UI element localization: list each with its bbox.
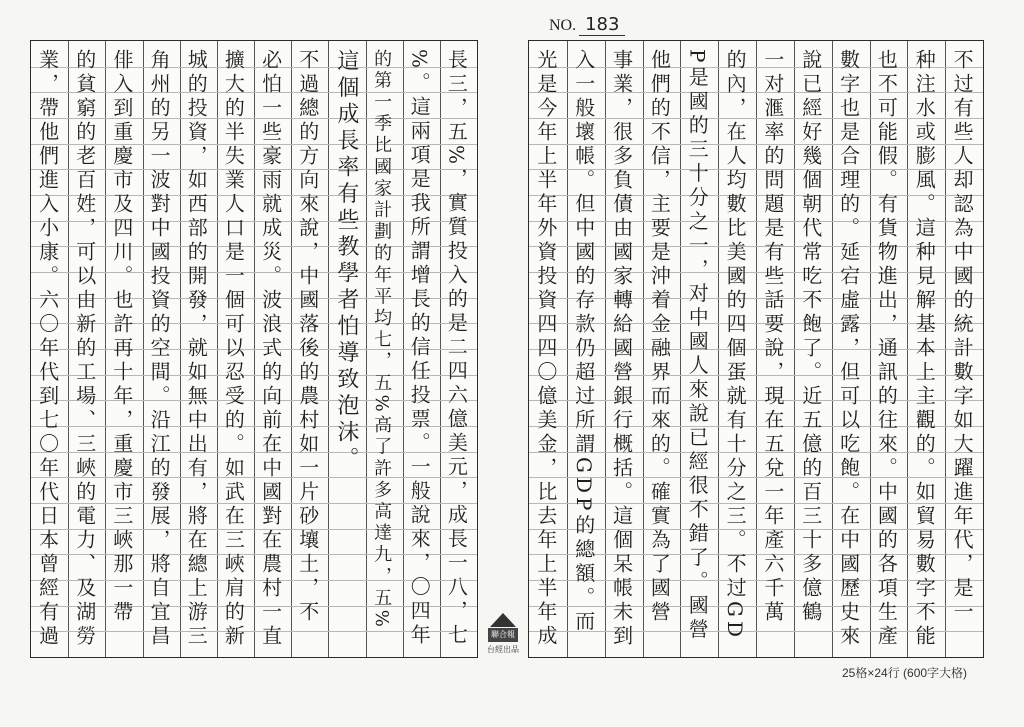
right-manuscript-grid: [528, 40, 984, 658]
left-page-text-column: 這個成長率有些教學者怕導致泡沫。: [333, 49, 359, 473]
left-page-text-column: 俳入到重慶市及四川。也許再十年，重慶市三峽那一帶: [109, 49, 134, 625]
right-page-text-column: 說已經好幾個朝代常吃不飽了。近五億的百三十多億鶴: [798, 49, 823, 625]
grid-spec-label: 25格×24行 (600字大格): [842, 666, 968, 680]
right-page-text-column: 事業，很多負債由國家轉給國營銀行概括。這個呆帳未到: [609, 49, 634, 649]
left-page-text-column: 不過總的方向來說，中國落後的農村如一片砂壤土，不: [295, 49, 320, 625]
left-page-text-column: 的貧窮的老百姓，可以由新的工場、三峽的電力、及湖勞: [72, 49, 97, 649]
page-number: [549, 14, 625, 35]
right-page-text-column: 种注水或膨風。這种見解基本上主觀的。如貿易數字不能: [912, 49, 937, 649]
left-page-text-column: %。這兩項是我所謂增長的信任投票。一般說來，〇四年: [407, 49, 432, 649]
publisher-logo-mark: 聯合報: [488, 628, 518, 642]
publisher-logo-icon: [490, 613, 516, 627]
page-number-label: NO.: [549, 17, 577, 34]
publisher-logo: [481, 613, 525, 655]
left-page-text-column: 必怕一些豪雨就成災。波浪式的向前在中國對在農村一直: [258, 49, 283, 649]
page-number-value: 183: [579, 14, 625, 36]
right-page-text-column: 也不可能假。有貨物進出，通訊的往來。中國的各項生產: [874, 49, 899, 649]
left-page-text-column: 長三，五%，實質投入的是二四六億美元，成長一八，七: [444, 49, 469, 649]
left-manuscript-grid: [30, 40, 478, 658]
right-page-text-column: 一对滙率的問題是有些話要說，現在五兌一年產六千萬: [760, 49, 785, 625]
right-page-text-column: 數字也是合理的。延宕虛露，但可以吃飽。在中國歷史來: [836, 49, 861, 649]
left-page-text-column: 的第一季比國家計劃的年平均七，五%高了許多高達九，五%: [371, 49, 393, 631]
right-page-text-column: 的內，在人均數比美國的四個蛋就有十分之三。不过GD: [723, 49, 748, 642]
right-page-text-column: 他們的不信，主要是沖着金融界而來的。確實為了國營: [647, 49, 672, 625]
right-page-text-column: 入一般壞帳。但中國的存款仍超过所謂GDP的總額。而: [571, 49, 596, 635]
right-page-text-column: P是國的三十分之一，对中國人來說已經很不錯了。國營: [685, 49, 710, 643]
left-page-text-column: 角州的另一波對中國投資的空間。沿江的發展，將自宜昌: [147, 49, 172, 649]
left-page-text-column: 擴大的半失業人口是一個可以忍受的。如武在三峽肩的新: [221, 49, 246, 649]
right-page-text-column: 光是今年上半年外資投資四四〇億美金，比去年上半年成: [533, 49, 558, 649]
left-page-text-column: 業，帶他們進入小康。六〇年代到七〇年代日本曾經有過: [35, 49, 60, 649]
publisher-caption: 台經出品: [487, 645, 519, 654]
left-page-text-column: 城的投資，如西部的開發，就如無中出有，將在總上游三: [184, 49, 209, 649]
right-page-text-column: 不过有些人却認為中國的統計數字如大躍進年代，是一: [950, 49, 975, 625]
